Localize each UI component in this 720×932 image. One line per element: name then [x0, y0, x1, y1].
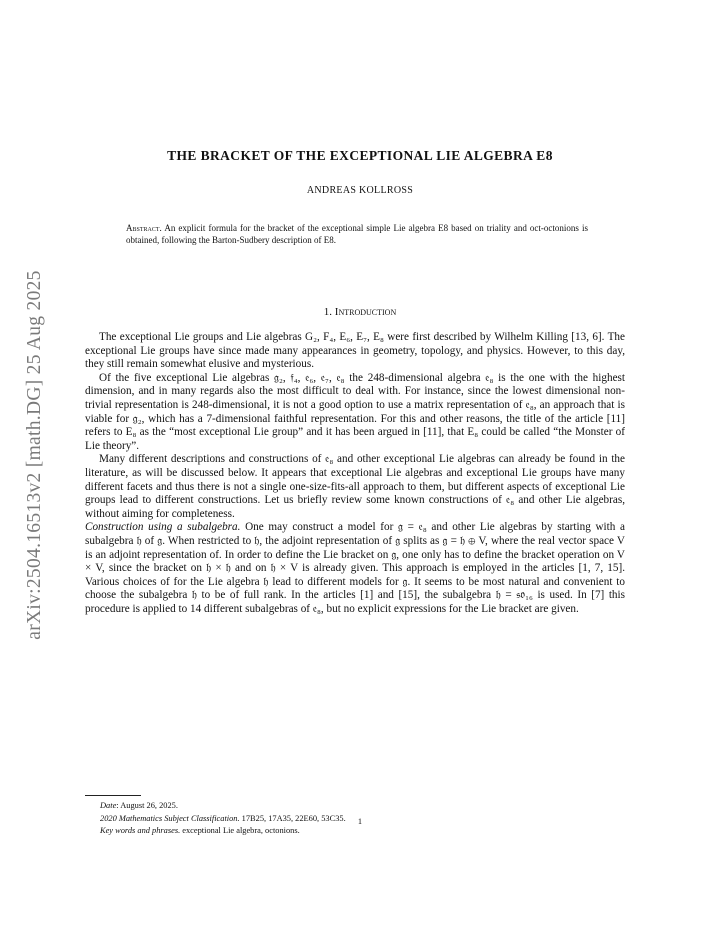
page-number: 1: [357, 817, 363, 826]
arxiv-stamp: [20, 240, 50, 670]
body-text: [85, 331, 625, 616]
footnote-date-label: Date: [100, 801, 117, 810]
paragraph-2: Of the five exceptional Lie algebras 𝔤₂, 𝔣₄, 𝔢₆, 𝔢₇, 𝔢₈ the 248-dimensional algebra 𝔢₈ is the one with the highest dimension, and in many regards also the most difficult to deal with. For instance, since the lowest dimensional non-trivial representation is 248-dimensional, it is not a good option to use a matrix representation of 𝔢₈, an approach that is viable for 𝔤₂, which has a 7-dimensional faithful representation. For this and other reasons, the title of the article [11] refers to E₈ as the “most exceptional Lie group” and it has been argued in [11], that E₈ could be called “the Monster of Lie theory”.: [85, 371, 625, 452]
abstract: [126, 222, 588, 246]
arxiv-stamp-text: arXiv:2504.16513v2 [math.DG] 25 Aug 2025: [24, 270, 45, 640]
footnote-rule: [85, 795, 141, 796]
paragraph-subalgebra-text: One may construct a model for 𝔤 = 𝔢₈ and other Lie algebras by starting with a subalgebra 𝔥 of 𝔤. When restricted to 𝔥, the adjoint representation of 𝔤 splits as 𝔤 = 𝔥 ⊕ V, where the real vector space V is an adjoint representation of. In order to define the Lie bracket on 𝔤, one only has to define the bracket operation on V × V, since the bracket on 𝔥 × 𝔥 and on 𝔥 × V is already given. This approach is employed in the articles [1, 7, 15]. Various choices of for the Lie algebra 𝔥 lead to different models for 𝔤. It seems to be most natural and convenient to choose the subalgebra 𝔥 to be of full rank. In the articles [1] and [15], the subalgebra 𝔥 = 𝔰𝔬₁₆ is used. In [7] this procedure is applied to 14 different subalgebras of 𝔢₈, but no explicit expressions for the Lie bracket are given.: [85, 521, 626, 615]
paragraph-3: Many different descriptions and constructions of 𝔢₈ and other exceptional Lie algebras can already be found in the literature, as will be discussed below. It appears that exceptional Lie algebras and exceptional Lie groups have many different facets and thus there is not a single one-size-fits-all approach to them, but different aspects of exceptional Lie groups lead to different constructions. Let us briefly review some known constructions of 𝔢₈ and other Lie algebras, without aiming for completeness.: [85, 453, 625, 520]
paragraph-subalgebra: [85, 521, 625, 616]
footnote-keywords-value: exceptional Lie algebra, octonions.: [180, 826, 300, 836]
footnote-msc-label: 2020 Mathematics Subject Classification.: [100, 813, 240, 823]
paragraph-1: The exceptional Lie groups and Lie algebras G₂, F₄, E₆, E₇, E₈ were first described by Wilhelm Killing [13, 6]. The exceptional Lie groups have since made many appearances in geometry, topology, and physics. However, to this day, they still remain somewhat elusive and mysterious.: [85, 331, 625, 371]
section-number: 1.: [323, 306, 333, 318]
footnote-keywords-label: Key words and phrases.: [100, 826, 181, 836]
section-heading: [0, 306, 720, 318]
paper-author: ANDREAS KOLLROSS: [306, 185, 414, 196]
paper-title: THE BRACKET OF THE EXCEPTIONAL LIE ALGEBRA E8: [167, 148, 553, 163]
footnote-msc-value: 17B25, 17A35, 22E60, 53C35.: [239, 813, 346, 823]
footnote-date: [100, 800, 625, 813]
footnote-date-value: : August 26, 2025.: [116, 801, 178, 810]
section-title: Introduction: [334, 306, 397, 318]
abstract-text: An explicit formula for the bracket of the exceptional simple Lie algebra E8 based on triality and oct-octonions is obtained, following the Barton-Sudbery description of E8.: [126, 223, 588, 245]
footnote-keywords: [100, 825, 625, 838]
abstract-heading: Abstract.: [126, 223, 162, 233]
paragraph-subalgebra-lead: Construction using a subalgebra.: [85, 521, 241, 534]
